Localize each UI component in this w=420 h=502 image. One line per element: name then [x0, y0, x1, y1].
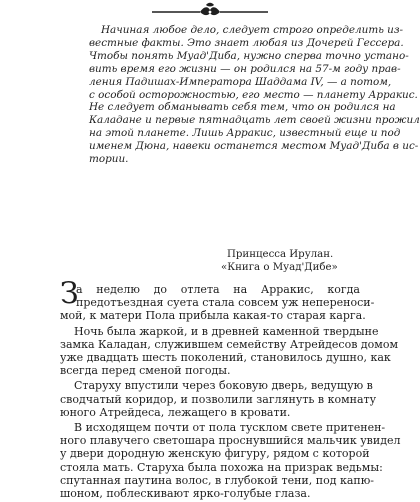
epigraph-attribution — [89, 249, 351, 275]
epigraph-line: на этой планете. Лишь Арракис, известный еще и под — [89, 127, 401, 140]
chapter-text — [60, 276, 401, 502]
epigraph-line: тории. — [89, 153, 129, 166]
text-line: спутанная паутина волос, в глубокой тени, под капю- — [60, 473, 375, 487]
epigraph — [89, 24, 420, 166]
text-line: уже двадцать шесть поколений, становилось душно, как — [60, 351, 391, 365]
text-line: у двери дородную женскую фигуру, рядом с которой — [60, 447, 370, 461]
paragraph — [60, 324, 399, 378]
drop-cap: З — [60, 276, 79, 311]
epigraph-line: вить время его жизни — он родился на 57-м году прав- — [89, 62, 401, 75]
text-line: а неделю до отлета на Арракис, когда — [76, 283, 360, 296]
attribution-source: «Книга о Муад'Дибе» — [221, 261, 338, 273]
text-line: замка Каладан, служившем семейству Атрейдесов домом — [60, 337, 399, 351]
text-line: всегда перед сменой погоды. — [60, 364, 231, 378]
epigraph-line: Не следует обманывать себя тем, что он родился на — [89, 101, 396, 114]
text-line: предотъездная суета стала совсем уж непереноси- — [76, 296, 375, 310]
text-line: Старуху впустили через боковую дверь, ведущую в — [74, 379, 373, 393]
text-line: шоном, поблескивают ярко-голубые глаза. — [60, 487, 311, 501]
paragraph — [60, 379, 377, 419]
paragraph — [60, 421, 401, 501]
text-line: стояла мать. Старуха была похожа на призрак ведьмы: — [60, 460, 383, 474]
epigraph-line: ления Падишах-Императора Шаддама IV, — а потом, — [89, 75, 392, 88]
text-line: В исходящем почти от пола тусклом свете притенен- — [74, 421, 386, 435]
text-line: Ночь была жаркой, и в древней каменной твердыне — [74, 324, 379, 338]
epigraph-line: с особой осторожностью, его место — планету Арракис. — [89, 88, 418, 101]
text-line: мой, к матери Пола прибыла какая-то старая карга. — [60, 309, 366, 323]
attribution-author: Принцесса Ирулан. — [227, 249, 334, 260]
text-line: ного плавучего светошара проснувшийся мальчик увидел — [60, 434, 401, 448]
epigraph-line: именем Дюна, навеки останется местом Муад'Диба в ис- — [89, 140, 419, 153]
text-line: юного Атрейдеса, лежащего в кровати. — [60, 405, 291, 419]
epigraph-line: Чтобы понять Муад'Диба, нужно сперва точно устано- — [89, 49, 409, 62]
text-line: сводчатый коридор, и позволили заглянуть в комнату — [60, 392, 377, 406]
paragraph — [60, 276, 375, 323]
epigraph-line: Каладане и первые пятнадцать лет своей жизни прожил — [89, 114, 420, 127]
epigraph-line: Начиная любое дело, следует строго определить из- — [101, 24, 404, 36]
ornament-divider-icon — [150, 2, 270, 18]
epigraph-line: вестные факты. Это знает любая из Дочерей Гессера. — [89, 36, 404, 49]
